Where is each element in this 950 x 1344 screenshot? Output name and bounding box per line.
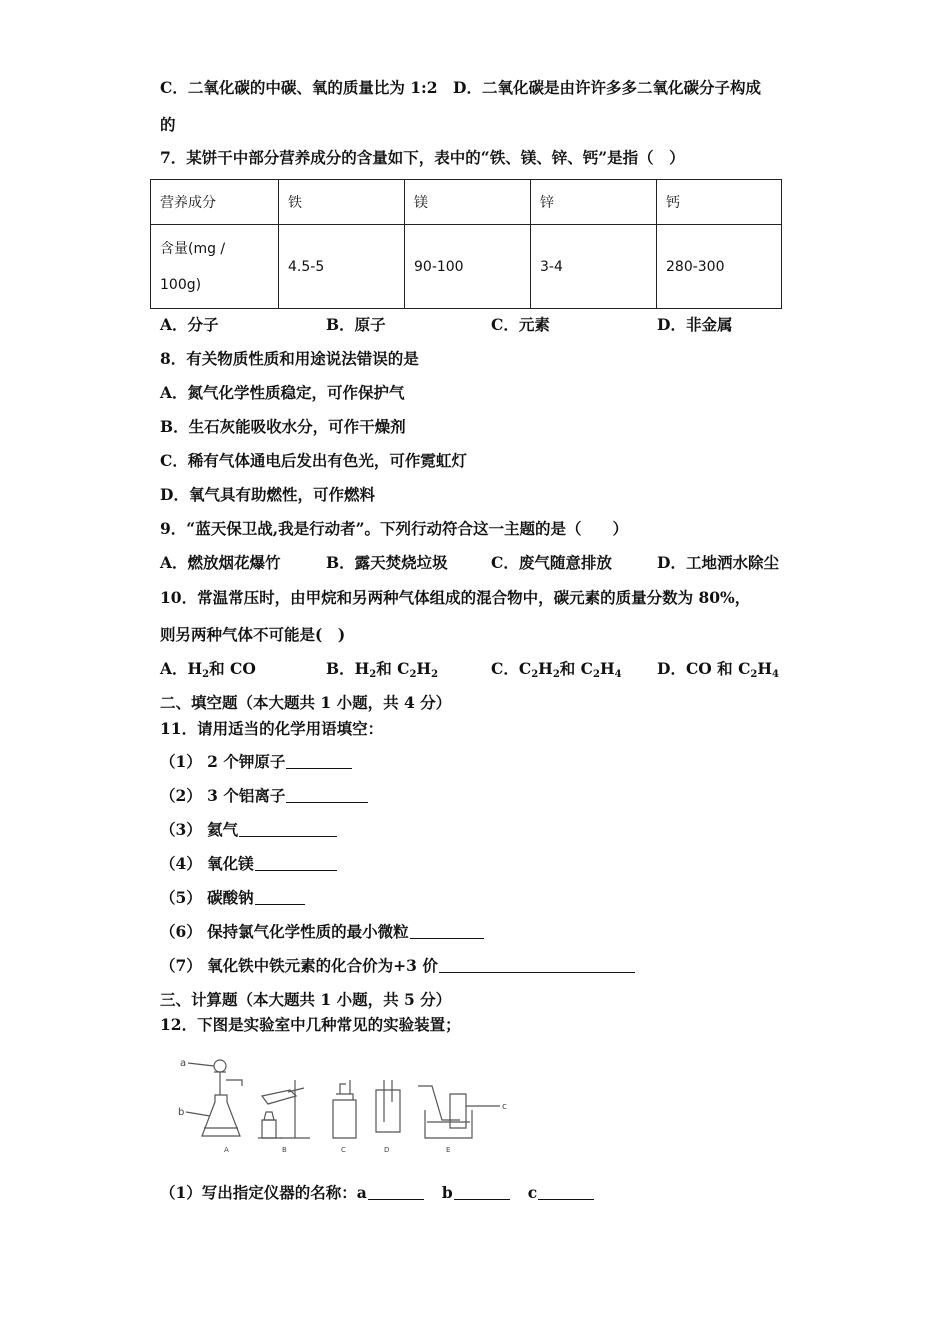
q10-stem-line-1: 10．常温常压时，由甲烷和另两种气体组成的混合物中，碳元素的质量分数为 80%，	[160, 588, 751, 607]
q10-option-b: B．$H_2$和 $C_2H_2$	[326, 659, 439, 680]
table-header-cell: 铁	[279, 180, 405, 225]
q11-item-1: （1） 2 个钾原子	[160, 752, 352, 772]
table-cell: 4.5-5	[279, 225, 405, 309]
q9-option-b: B．露天焚烧垃圾	[326, 553, 448, 572]
label-C: C	[341, 1146, 346, 1154]
answer-blank-c[interactable]	[538, 1185, 594, 1200]
q11-stem: 11．请用适当的化学用语填空：	[160, 719, 384, 738]
table-cell: 90-100	[405, 225, 531, 309]
q8-option-a: A．氮气化学性质稳定，可作保护气	[160, 383, 405, 402]
answer-blank[interactable]	[255, 856, 337, 871]
table-header-cell: 锌	[531, 180, 657, 225]
q8-option-c: C．稀有气体通电后发出有色光，可作霓虹灯	[160, 451, 467, 470]
q12-stem: 12．下图是实验室中几种常见的实验装置；	[160, 1015, 461, 1034]
q9-option-d: D．工地洒水除尘	[657, 553, 779, 572]
q7-option-a: A．分子	[160, 315, 219, 334]
q10-stem-line-2: 则另两种气体不可能是( )	[160, 625, 346, 644]
answer-blank[interactable]	[439, 958, 635, 973]
answer-blank[interactable]	[239, 822, 337, 837]
q8-stem: 8．有关物质性质和用途说法错误的是	[160, 349, 419, 368]
apparatus-a	[178, 1058, 242, 1154]
section-3-title: 三、计算题（本大题共 1 小题，共 5 分）	[160, 990, 452, 1009]
answer-blank[interactable]	[286, 754, 352, 769]
q11-item-7: （7） 氧化铁中铁元素的化合价为+3 价	[160, 956, 635, 976]
apparatus-c	[333, 1080, 356, 1154]
table-cell: 3-4	[531, 225, 657, 309]
q7-option-d: D．非金属	[657, 315, 733, 334]
q9-stem: 9．“蓝天保卫战,我是行动者”。下列行动符合这一主题的是（ ）	[160, 519, 629, 538]
q10-option-d: D．CO 和 $C_2H_4$	[657, 659, 780, 680]
apparatus-e	[418, 1086, 507, 1154]
lab-apparatus-figure	[170, 1050, 515, 1160]
label-c: c	[502, 1102, 507, 1112]
q10-option-c: C．$C_2H_2$和 $C_2H_4$	[491, 659, 622, 680]
q6-option-cd-line: C．二氧化碳的中碳、氧的质量比为 1:2 D．二氧化碳是由许许多多二氧化碳分子构成	[160, 78, 761, 97]
section-2-title: 二、填空题（本大题共 1 小题，共 4 分）	[160, 693, 452, 712]
q12-sub-question-1: （1）写出指定仪器的名称：a b c	[160, 1183, 594, 1203]
q10-option-a: A．$H_2$和 CO	[160, 659, 256, 680]
label-a: a	[180, 1058, 187, 1069]
answer-blank-b[interactable]	[454, 1185, 510, 1200]
table-cell: 280-300	[657, 225, 782, 309]
nutrition-table	[150, 179, 782, 309]
label-A: A	[224, 1146, 229, 1154]
q8-option-b: B．生石灰能吸收水分，可作干燥剂	[160, 417, 406, 436]
label-B: B	[282, 1146, 287, 1154]
answer-blank[interactable]	[255, 890, 305, 905]
q11-item-3: （3） 氦气	[160, 820, 337, 840]
table-row-label	[151, 225, 279, 309]
row-label-line-2: 100g)	[160, 276, 202, 293]
q9-option-a: A．燃放烟花爆竹	[160, 553, 281, 572]
q6-option-d-continuation: 的	[160, 115, 176, 134]
label-E: E	[446, 1146, 451, 1154]
answer-blank[interactable]	[410, 924, 484, 939]
apparatus-d	[376, 1080, 400, 1154]
answer-blank-a[interactable]	[368, 1185, 424, 1200]
q11-item-4: （4） 氧化镁	[160, 854, 337, 874]
label-D: D	[384, 1146, 390, 1154]
table-header-cell: 营养成分	[151, 180, 279, 225]
q7-option-c: C．元素	[491, 315, 550, 334]
q8-option-d: D．氧气具有助燃性，可作燃料	[160, 485, 375, 504]
q11-item-2: （2） 3 个铝离子	[160, 786, 368, 806]
table-header-cell: 镁	[405, 180, 531, 225]
q7-stem: 7．某饼干中部分营养成分的含量如下，表中的“铁、镁、锌、钙”是指（ ）	[160, 148, 685, 167]
label-b: b	[178, 1107, 185, 1118]
apparatus-b	[258, 1080, 310, 1154]
q11-item-5: （5） 碳酸钠	[160, 888, 305, 908]
nutrition-table-value-row	[151, 225, 782, 309]
answer-blank[interactable]	[286, 788, 368, 803]
q7-option-b: B．原子	[326, 315, 386, 334]
nutrition-table-header-row	[151, 180, 782, 225]
table-header-cell: 钙	[657, 180, 782, 225]
q9-option-c: C．废气随意排放	[491, 553, 612, 572]
q11-item-6: （6） 保持氯气化学性质的最小微粒	[160, 922, 484, 942]
row-label-line-1: 含量(mg /	[160, 240, 226, 257]
